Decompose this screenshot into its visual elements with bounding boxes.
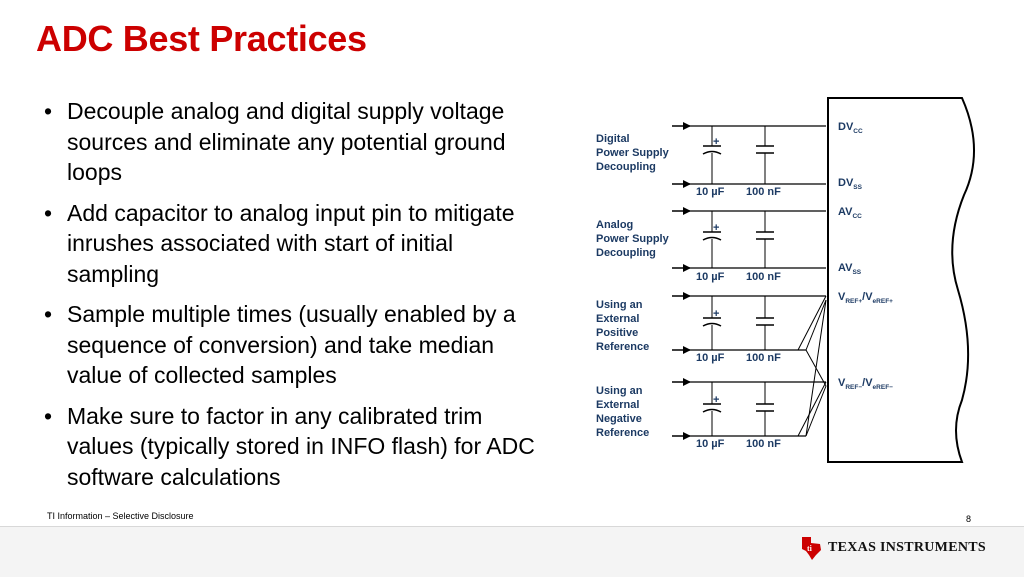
logo-text: TEXAS INSTRUMENTS (828, 540, 986, 555)
cap-value-label: 100 nF (746, 352, 781, 364)
group-label: Decoupling (596, 161, 656, 173)
cap-value-label: 10 µF (696, 186, 725, 198)
pin-label-vref-minus: $V_{REF-}/V_{eREF-}$ (838, 377, 893, 391)
group-label: Using an (596, 385, 643, 397)
analog-decoupling-group (672, 211, 826, 268)
group-label: Analog (596, 219, 634, 231)
bullet-text: Sample multiple times (usually enabled by a sequence of conversion) and take median value of collected samples (67, 301, 516, 388)
group-label: Decoupling (596, 247, 656, 259)
plus-sign: + (713, 222, 720, 234)
bullet-dot: • (44, 98, 53, 124)
disclosure-note: TI Information – Selective Disclosure (47, 511, 194, 521)
device-body (828, 98, 974, 462)
page-number: 8 (966, 514, 972, 524)
reference-fan-lines (798, 296, 826, 436)
cap-value-label: 100 nF (746, 186, 781, 198)
positive-reference-group (672, 296, 826, 350)
group-label: External (596, 399, 640, 411)
plus-sign: + (713, 394, 720, 406)
pin-label-dvcc: $DV_{CC}$ (838, 121, 863, 135)
digital-decoupling-group (672, 126, 826, 184)
plus-sign: + (713, 136, 720, 148)
cap-value-label: 100 nF (746, 271, 781, 283)
ti-logo (800, 535, 986, 561)
texas-state-icon (800, 535, 822, 561)
bullet-dot: • (44, 301, 53, 327)
bullet-text: Add capacitor to analog input pin to mitigate inrushes associated with start of initial sampling (67, 199, 515, 287)
pin-label-dvss: $DV_{SS}$ (838, 177, 862, 191)
group-label: Digital (596, 133, 630, 145)
group-label: External (596, 313, 640, 325)
slide-title: ADC Best Practices (36, 18, 367, 59)
group-label: Positive (596, 327, 639, 339)
pin-label-vref-plus: $V_{REF+}/V_{eREF+}$ (838, 291, 893, 305)
group-label: Power Supply (596, 233, 669, 245)
pin-label-avcc: $AV_{CC}$ (838, 206, 862, 220)
negative-reference-group (672, 382, 826, 436)
group-label: Negative (596, 413, 642, 425)
group-label: Using an (596, 299, 643, 311)
group-label: Power Supply (596, 147, 669, 159)
bullet-dot: • (44, 402, 53, 429)
bullet-text: Decouple analog and digital supply voltage sources and eliminate any potential ground loops (67, 98, 506, 185)
group-label: Reference (596, 427, 650, 439)
cap-value-label: 100 nF (746, 438, 781, 450)
cap-value-label: 10 µF (696, 271, 725, 283)
cap-value-label: 10 µF (696, 352, 725, 364)
svg-text:ti: ti (807, 544, 812, 553)
group-label: Reference (596, 341, 650, 353)
bullet-text: Make sure to factor in any calibrated trim values (typically stored in INFO flash) for ADC software calculations (67, 402, 535, 490)
plus-sign: + (713, 308, 720, 320)
pin-label-avss: $AV_{SS}$ (838, 262, 862, 276)
bullet-dot: • (44, 199, 53, 226)
cap-value-label: 10 µF (696, 438, 725, 450)
